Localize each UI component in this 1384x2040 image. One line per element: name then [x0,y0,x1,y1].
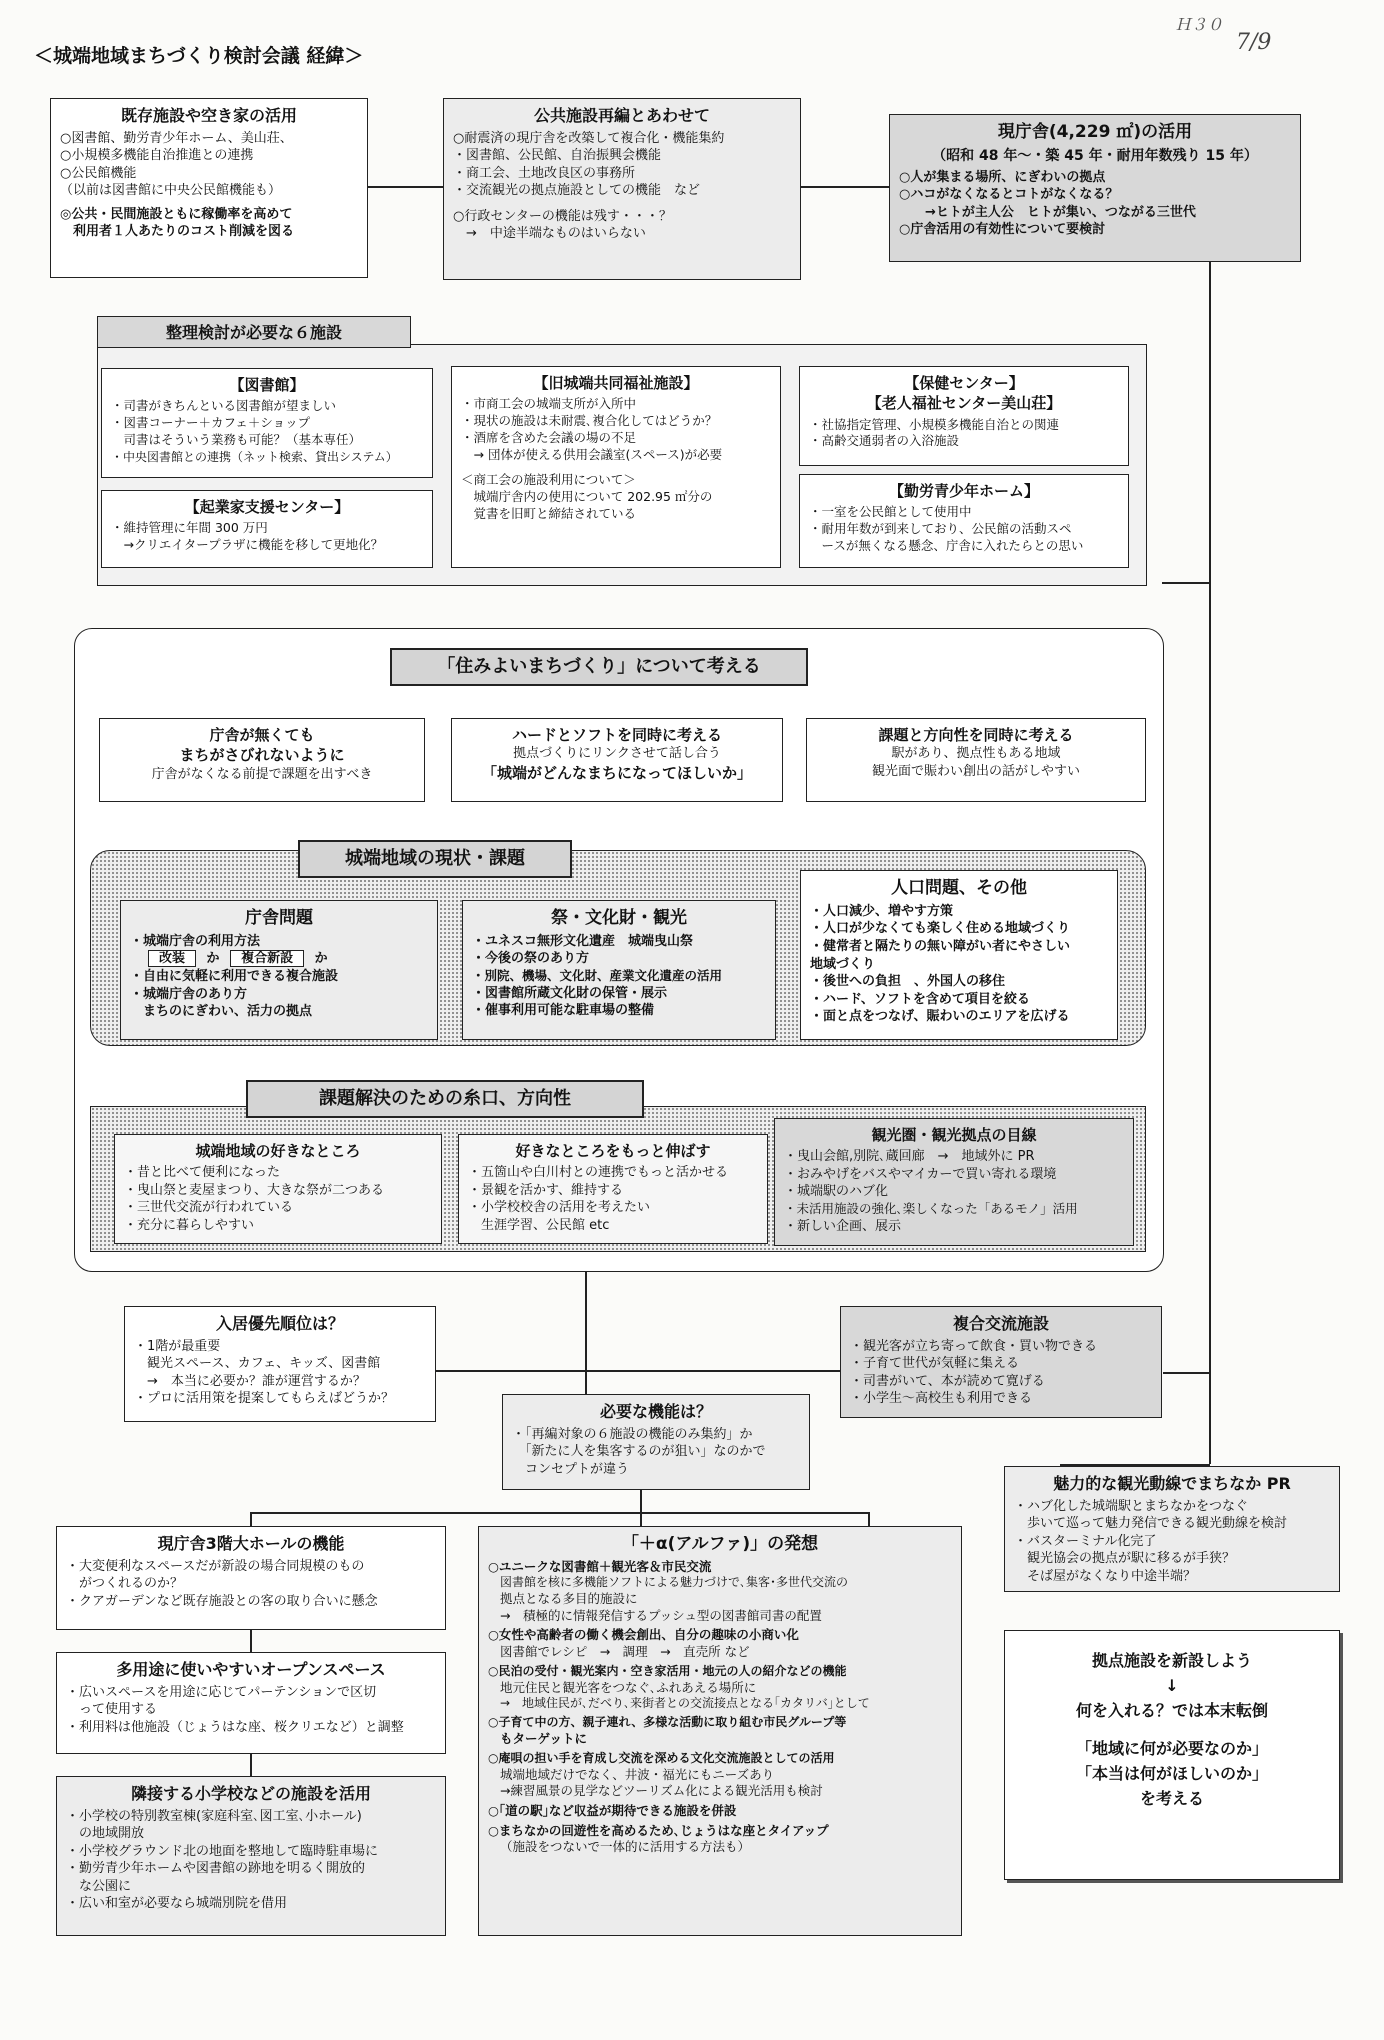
connector [585,1264,587,1394]
text-line: 地域づくり [810,956,876,972]
text-line: を考える [1139,1788,1204,1808]
text-line: 歩いて巡って魅力発信できる観光動線を検討 [1014,1516,1288,1532]
text-line: 観光スペース、カフェ、キッズ、図書館 [134,1356,381,1372]
text-line: ・催事利用可能な駐車場の整備 [472,1003,655,1019]
idea-heading: ○女性や高齢者の働く機会創出、自分の趣味の小商い化 [488,1627,799,1643]
text-line: ・充分に暮らしやすい [124,1217,255,1233]
text-line: ・耐用年数が到来しており、公民館の活動スペ [809,521,1072,537]
handwritten-date: 7/9 [1236,30,1272,55]
idea-text: 拠点となる多目的施設に [500,1591,638,1607]
text-line: ・クアガーデンなど既存施設との客の取り合いに懸念 [66,1593,378,1609]
connector [868,1512,870,1526]
connector [367,186,443,188]
text-line: ・ハード、ソフトを含めて項目を絞る [810,991,1030,1007]
option-or: か [314,951,328,967]
text-line: ・未活用施設の強化､楽しくなった「あるモノ」活用 [784,1200,1078,1216]
text-line [461,464,771,472]
text-line: ○庁舎活用の有効性について要検討 [899,222,1106,238]
connector [1162,582,1209,584]
option-renovate: 改装 [148,950,196,967]
text-line: 拠点施設を新設しよう [1091,1651,1252,1670]
box-title: 好きなところをもっと伸ばす [515,1142,711,1160]
text-line: ・図書館所蔵文化財の保管・展示 [472,985,668,1001]
text-line: コンセプトが違う [512,1461,630,1477]
town-planning-title: 「住みよいまちづくり」について考える [390,648,808,686]
card-line: 庁舎が無くても [209,726,315,744]
text-line: ・広い和室が必要なら城端別院を借用 [66,1896,288,1912]
card-line: 拠点づくりにリンクさせて話し合う [513,746,721,762]
box-title: 【保健センター】 [904,374,1024,392]
text-line [453,200,791,208]
box-title: 既存施設や空き家の活用 [120,106,297,125]
handwritten-year: Ｈ３０ [1175,15,1224,34]
text-line: 「新たに人を集客するのが狙い」なのかで [512,1444,766,1460]
box-title: 多用途に使いやすいオープンスペース [116,1660,386,1679]
hall-function-box [56,1526,446,1630]
down-arrow-icon: ↓ [1165,1675,1179,1695]
idea-heading: ○子育て中の方、親子連れ、多様な活動に取り組む市民グループ等 [488,1715,847,1730]
text-line: ・図書館、公民館、自治振興会機能 [453,148,662,164]
plus-alpha-box [478,1526,962,1936]
text-line: ・おみやげをバスやマイカーで買い寄れる環境 [784,1166,1057,1182]
text-line: ・現状の施設は未耐震､複合化してはどうか？ [461,413,718,429]
text-line: って使用する [66,1702,158,1718]
public-facility-box [443,98,801,280]
idea-heading: ○庵唄の担い手を育成し交流を深める文化交流施設としての活用 [488,1750,835,1765]
connector [640,1489,642,1527]
extend-strengths-box [458,1134,768,1244]
text-line: な公園に [66,1878,132,1894]
text-line: ・「再編対象の６施設の機能のみ集約」か [512,1426,753,1442]
text-line: ・小学校校舎の活用を考えたい [468,1200,651,1216]
concept-card-3 [806,718,1146,802]
box-title: 【図書館】 [229,376,305,394]
text-line: ・昔と比べて便利になった [124,1165,281,1181]
population-box [800,870,1118,1040]
card-line: まちがさびれないように [179,746,345,765]
box-title: 【旧城端共同福祉施設】 [533,374,699,392]
text-line: 「地域に何が必要なのか」 [1075,1739,1268,1759]
box-subtitle: （昭和 48 年～・築 45 年・耐用年数残り 15 年） [932,147,1258,164]
text-line: ・健常者と隔たりの無い障がい者にやさしい [810,939,1071,955]
current-issues-title: 城端地域の現状・課題 [298,840,572,878]
text-line: ・プロに活用策を提案してもらえばどうか？ [134,1391,395,1407]
text-line: ・図書コーナー＋カフェ＋ショップ [111,415,311,431]
text-line: がつくれるのか？ [66,1576,184,1592]
text-line: ・勤労青少年ホームや図書館の跡地を明るく開放的 [66,1861,366,1877]
idea-text: 図書館を核に多機能ソフトによる魅力づけで､集客･多世代交流の [500,1575,849,1590]
text-line: ・城端駅のハブ化 [784,1184,889,1200]
idea-text: もターゲットに [500,1731,588,1747]
connector [250,1512,252,1526]
youth-home-box [799,474,1129,568]
text-line: 城端庁舎内の使用について 202.95 ㎡分の [461,488,713,504]
text-line: → 中途半端なものはいらない [453,226,646,242]
open-space-box [56,1652,446,1754]
card-line: 駅があり、拠点性もある地域 [891,746,1061,762]
box-title: 現庁舎3階大ホールの機能 [157,1534,345,1553]
adjacent-school-box [56,1776,446,1936]
text-line: →クリエイタープラザに機能を移して更地化？ [111,537,384,553]
text-line: ・三世代交流が行われている [124,1200,294,1216]
text-line: ・小学校グラウンド北の地面を整地して臨時駐車場に [66,1843,379,1859]
option-row [130,950,428,968]
text-line: ・酒席を含めた会議の場の不足 [461,430,637,445]
text-line: ・新しい企画、展示 [784,1218,902,1234]
idea-text: → 積極的に情報発信するプッシュ型の図書館司書の配置 [500,1607,822,1623]
text-line: ・別院、機場、文化財、産業文化遺産の活用 [472,968,723,984]
text-line: ○耐震済の現庁舎を改築して複合化・機能集約 [453,130,725,146]
required-functions-box [502,1394,810,1490]
card-line: 課題と方向性を同時に考える [878,726,1074,744]
text-line: ○小規模多機能自治推進との連携 [60,148,254,164]
text-line: ・小学生～高校生も利用できる [850,1391,1033,1407]
text-line: ＜商工会の施設利用について＞ [461,471,636,487]
text-line: ○人が集まる場所、にぎわいの拠点 [899,169,1106,185]
text-line: 司書はそういう業務も可能？（基本専任） [111,432,362,447]
box-title: 必要な機能は？ [599,1402,712,1421]
text-line: ・維持管理に年間 300 万円 [111,520,268,536]
idea-text: 地元住民と観光客をつなぐ､ふれあえる場所に [500,1679,757,1695]
office-issue-box [120,900,438,1040]
text-line: → 団体が使える供用会議室(スペース)が必要 [461,446,723,462]
card-line: 「城端がどんなまちになってほしいか」 [481,763,752,782]
startup-center-box [101,490,433,568]
box-title: 現庁舎(4,229 ㎡)の活用 [997,122,1193,142]
text-line: ・1階が最重要 [134,1338,221,1354]
box-title: 魅力的な観光動線でまちなか PR [1053,1474,1291,1493]
box-title: 庁舎問題 [245,908,313,928]
text-line: ・司書がいて、本が読めて寛げる [850,1373,1045,1389]
idea-text: 城端地域だけでなく、井波・福光にもニーズあり [500,1766,775,1782]
concept-card-1 [99,718,425,802]
box-title: 【老人福祉センター美山荘】 [866,394,1062,413]
text-line: そば屋がなくなり中途半端？ [1014,1568,1197,1584]
tourism-view-box [774,1118,1134,1246]
text-line: ・中央図書館との連携（ネット検索、貸出システム） [111,449,398,464]
text-line: ◎公共・民間施設ともに稼働率を高めて [60,206,293,222]
text-line: ・社協指定管理、小規模多機能自治との関連 [809,416,1060,432]
text-line: ースが無くなる懸念、庁舎に入れたらとの思い [809,538,1084,553]
text-line: ・一室を公民館として使用中 [809,504,972,520]
text-line: ・高齢交通弱者の入浴施設 [809,433,960,449]
idea-text: 図書館でレシピ → 調理 → 直売所 など [500,1644,750,1660]
card-line: ハードとソフトを同時に考える [511,726,722,744]
tourism-route-box [1004,1466,1340,1592]
connector [801,186,889,188]
text-line: の地域開放 [66,1826,145,1842]
solutions-title: 課題解決のための糸口、方向性 [246,1080,644,1118]
occupancy-priority-box [124,1306,436,1422]
text-line: ○ハコがなくなるとコトがなくなる？ [899,187,1119,203]
option-or: か [206,951,220,967]
text-line: ○行政センターの機能は残す・・・？ [453,208,672,224]
text-line: 「本当は何がほしいのか」 [1075,1764,1268,1784]
text-line: ・人口が少なくても楽しく住める地域づくり [810,921,1071,937]
text-line: ・ハブ化した城端駅とまちなかをつなぐ [1014,1498,1249,1514]
idea-heading: ○民泊の受付・観光案内・空き家活用・地元の人の紹介などの機能 [488,1663,847,1678]
core-facility-box [1004,1630,1340,1880]
text-line: ・市商工会の城端支所が入所中 [461,396,637,412]
text-line: ・五箇山や白川村との連携でもっと活かせる [468,1165,729,1181]
box-title: 公共施設再編とあわせて [533,106,710,125]
box-title: 入居優先順位は？ [215,1314,344,1333]
text-line: 観光協会の拠点が駅に移るが手狭？ [1014,1551,1236,1567]
text-line: ・商工会、土地改良区の事務所 [453,165,636,181]
box-title: 城端地域の好きなところ [195,1142,361,1160]
health-center-box [799,366,1129,466]
text-line: ・大変便利なスペースだが新設の場合同規模のもの [66,1558,365,1574]
text-line: ・利用料は他施設（じょうはな座、桜クリエなど）と調整 [66,1719,404,1735]
connector [250,1512,870,1514]
text-line: ・景観を活かす、維持する [468,1182,623,1198]
connector [434,1370,854,1372]
connector [250,1754,252,1776]
text-line: ・子育て世代が気軽に集える [850,1356,1020,1372]
card-line: 庁舎がなくなる前提で課題を出すべき [151,766,373,782]
concept-card-2 [451,718,783,802]
text-line: ・司書がきちんといる図書館が望ましい [111,398,337,414]
text-line: ・後世への負担 、外国人の移住 [810,974,1006,990]
six-facilities-title: 整理検討が必要な６施設 [97,316,411,348]
text-line: → 本当に必要か？誰が運営するか？ [134,1373,366,1389]
idea-text: （施設をつないで一体的に活用する方法も） [500,1839,751,1855]
connector [250,1630,252,1652]
text-line: ・観光客が立ち寄って飲食・買い物できる [850,1338,1098,1354]
text-line: 覚書を旧町と締結されている [461,505,637,521]
connector [1209,262,1211,1464]
text-line: ・小学校の特別教室棟(家庭科室､図工室､小ホール) [66,1808,362,1824]
box-title: 【勤労青少年ホーム】 [888,482,1039,500]
text-line: ・今後の祭のあり方 [472,951,590,967]
box-title: 観光圏・観光拠点の目線 [871,1126,1037,1144]
text-line: （以前は図書館に中央公民館機能も） [60,183,282,199]
text-line: 何を入れる？では本末転倒 [1075,1700,1268,1720]
text-line: ・バスターミナル化完了 [1014,1533,1157,1549]
text-line: ・城端庁舎のあり方 [130,986,248,1002]
text-line: 生涯学習、公民館 etc [468,1217,610,1233]
card-line: 観光面で賑わい創出の話がしやすい [871,763,1080,779]
text-line: ・面と点をつなげ、賑わいのエリアを広げる [810,1009,1070,1025]
box-title: 複合交流施設 [952,1314,1049,1333]
favorite-places-box [114,1134,442,1244]
box-title: 【起業家支援センター】 [184,498,350,516]
text-line: ・曳山会館,別院､蔵回廊 → 地域外に PR [784,1149,1035,1165]
idea-heading: ○｢道の駅｣など収益が期待できる施設を併設 [488,1803,737,1818]
welfare-facility-box [451,366,781,568]
text-line: ○図書館、勤労青少年ホーム、美山荘、 [60,130,293,146]
complex-exchange-box [840,1306,1162,1418]
box-title: 人口問題、その他 [891,878,1027,898]
idea-text: → 地域住民が､だべり､来街者との交流接点となる｢カタリバ｣として [500,1696,870,1711]
box-title: 祭・文化財・観光 [551,908,687,928]
text-line: ○公民館機能 [60,165,137,181]
text-line: ・広いスペースを用途に応じてパーテンションで区切 [66,1684,377,1700]
text-line: ・交流観光の拠点施設としての機能 など [453,183,701,199]
text-line: ・曳山祭と麦屋まつり、大きな祭が二つある [124,1182,385,1198]
connector [1163,1372,1209,1374]
document-title: ＜城端地域まちづくり検討会議 経緯＞ [34,45,364,67]
text-line: ・ユネスコ無形文化遺産 城端曳山祭 [472,933,694,949]
existing-facilities-box [50,98,368,278]
box-title: 隣接する小学校などの施設を活用 [130,1784,371,1803]
idea-text: →練習風景の見学などツーリズム化による観光活用も検討 [500,1783,823,1799]
idea-heading: ○ユニークな図書館＋観光客＆市民交流 [488,1558,712,1574]
idea-heading: ○まちなかの回遊性を高めるため､じょうはな座とタイアップ [488,1822,829,1838]
text-line: ・城端庁舎の利用方法 [130,933,261,949]
box-title: 「＋α(アルファ)」の発想 [621,1534,819,1554]
text-line: ・自由に気軽に利用できる複合施設 [130,969,339,985]
library-box [101,368,433,478]
text-line: →ヒトが主人公 ヒトが集い、つながる三世代 [899,204,1196,220]
text-line: ・人口減少、増やす方策 [810,903,954,919]
current-office-box [889,114,1301,262]
text-line: まちのにぎわい、活力の拠点 [130,1004,313,1020]
festival-culture-box [462,900,776,1040]
option-new-complex: 複合新設 [230,950,304,967]
text-line: 利用者１人あたりのコスト削減を図る [60,224,295,240]
